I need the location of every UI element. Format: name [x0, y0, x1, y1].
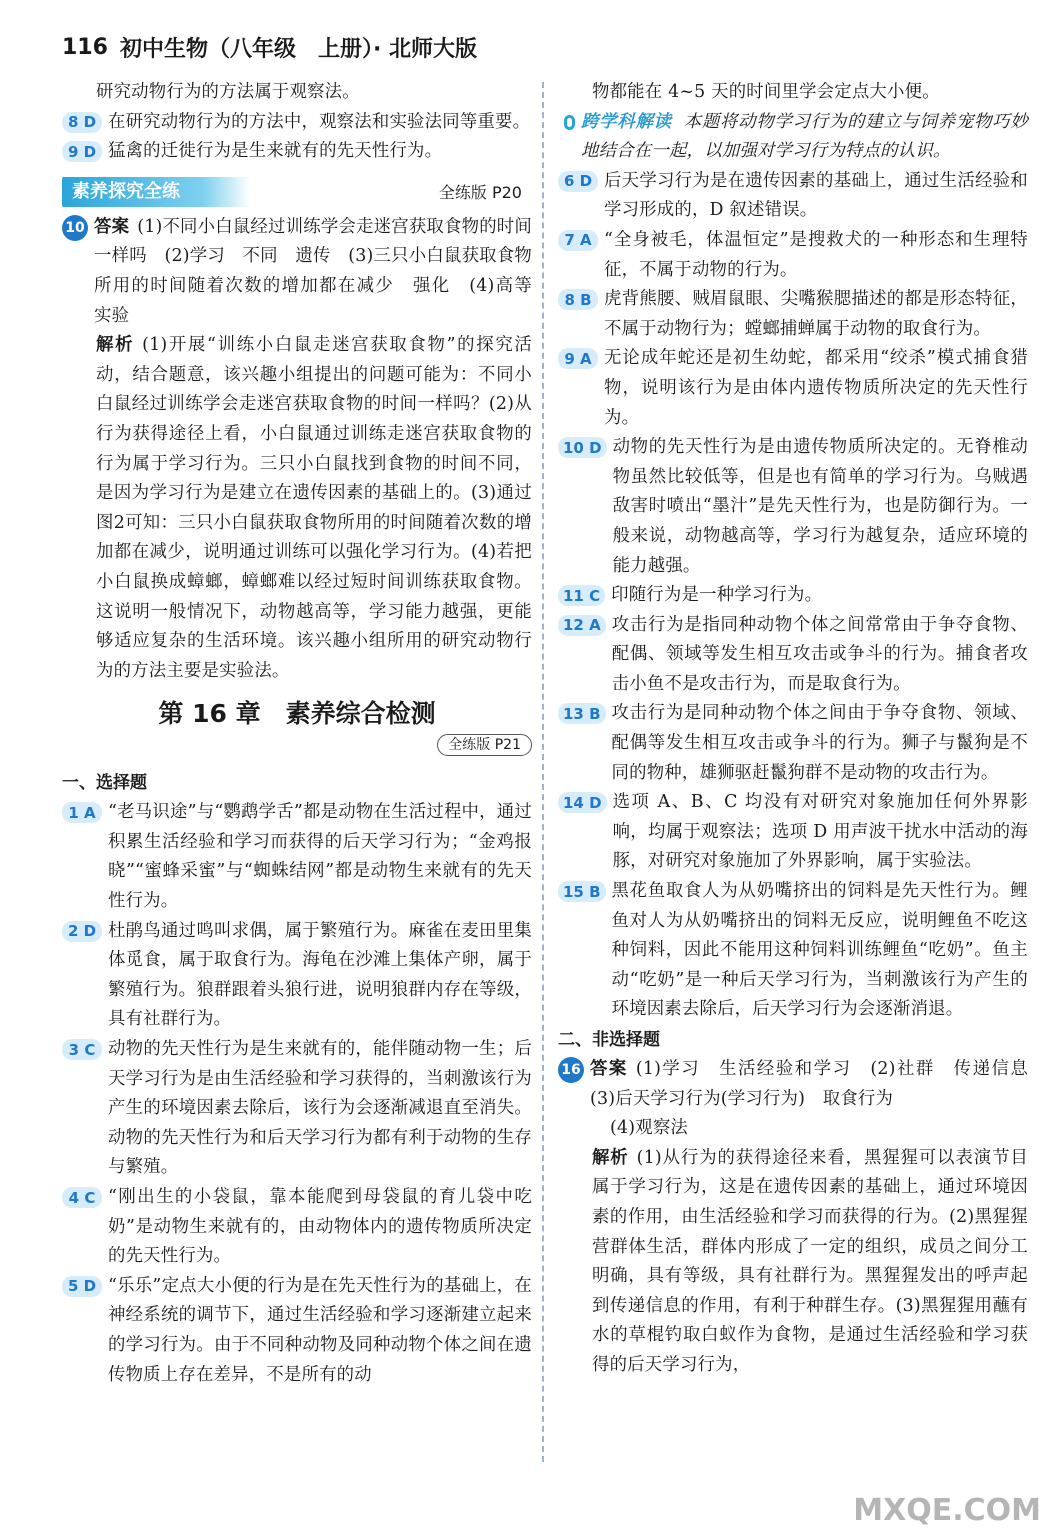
- circle-icon: [564, 115, 575, 130]
- answer-item: [62, 1272, 532, 1390]
- answer-text: 虎背熊腰、贼眉鼠眼、尖嘴猴腮描述的都是形态特征，不属于动物行为；螳螂捕蝉属于动物的取食行为。: [604, 289, 1028, 339]
- answer-item: [558, 611, 1028, 700]
- page-number: 116: [62, 34, 108, 60]
- answer-text: “刚出生的小袋鼠，靠本能爬到母袋鼠的育儿袋中吃奶”是动物生来就有的，由动物体内的遗传物质所决定的先天性行为。: [108, 1187, 532, 1267]
- chapter-title: 第 16 章 素养综合检测: [158, 699, 436, 729]
- continued-text: 物都能在 4~5 天的时间里学会定点大小便。: [592, 82, 940, 102]
- answer-item: [558, 581, 1028, 611]
- answer-item: [558, 877, 1028, 1025]
- answer-item: [558, 433, 1028, 581]
- answer-text: 后天学习行为是在遗传因素的基础上，通过生活经验和学习形成的，D 叙述错误。: [604, 170, 1028, 221]
- answer-item: [62, 137, 532, 167]
- analysis-text: [558, 1144, 1028, 1381]
- book-title: 初中生物（八年级 上册）· 北师大版: [119, 36, 477, 62]
- section-heading: 一、选择题: [62, 773, 147, 794]
- answer-text: “全身被毛，体温恒定”是搜救犬的一种形态和生理特征，不属于动物的行为。: [604, 229, 1028, 280]
- question-number-badge: 8 B: [558, 289, 598, 310]
- answer-label: 答案: [94, 216, 130, 237]
- answer-item: [62, 108, 532, 138]
- answer-text: 动物的先天性行为是生来就有的，能伴随动物一生；后天学习行为是由生活经验和学习获得的，当刺激该行为产生的环境因素去除后，该行为会逐渐减退直至消失。动物的先天性行为和后天学习行为都有利于动物的生存与繁殖。: [108, 1039, 532, 1178]
- question-number-badge: 2 D: [62, 921, 102, 942]
- answer-text: [590, 1055, 1046, 1114]
- answer-item: [62, 917, 532, 1035]
- question-number-badge: 11 C: [558, 585, 605, 606]
- right-column: [558, 78, 1046, 1381]
- answer-item: [62, 1035, 532, 1183]
- answer-text: 黑花鱼取食人为从奶嘴挤出的饲料是先天性行为。鲤鱼对人为从奶嘴挤出的饲料无反应，说明鲤鱼不吃这种饲料，因此不能用这种饲料训练鲤鱼“吃奶”。鱼主动“吃奶”是一种后天学习行为，当刺激该行为产生的环境因素去除后，后天学习行为会逐渐消退。: [611, 881, 1028, 1020]
- question-number-badge: 7 A: [558, 230, 598, 251]
- cross-note-label: 跨学科解读: [581, 111, 672, 132]
- answer-text: “乐乐”定点大小便的行为是在先天性行为的基础上，在神经系统的调节下，通过生活经验和学习逐渐建立起来的学习行为。由于不同种动物及同种动物个体之间在遗传物质上存在差异，不是所有的动: [108, 1275, 532, 1385]
- cross-discipline-note: [558, 108, 1028, 167]
- page-header: [62, 30, 477, 64]
- answer-item: [558, 1055, 1046, 1114]
- cross-note-text: [581, 108, 1028, 167]
- question-number-badge: 10: [62, 215, 88, 241]
- answer-text: 杜鹃鸟通过鸣叫求偶，属于繁殖行为。麻雀在麦田里集体觅食，属于取食行为。海龟在沙滩上集体产卵，属于繁殖行为。狼群跟着头狼行进，说明狼群内存在等级，具有社群行为。: [108, 920, 532, 1030]
- question-number-badge: 10 D: [558, 437, 607, 458]
- question-number-badge: 4 C: [62, 1187, 102, 1208]
- question-number-badge: 1 A: [62, 802, 102, 823]
- question-number-badge: 13 B: [558, 703, 606, 724]
- continued-text: 研究动物行为的方法属于观察法。: [96, 82, 360, 102]
- answer-text: 无论成年蛇还是初生幼蛇，都采用“绞杀”模式捕食猎物，说明该行为是由体内遗传物质所决定的先天性行为。: [604, 348, 1028, 428]
- question-number-badge: 12 A: [558, 615, 606, 636]
- question-number-badge: 6 D: [558, 171, 598, 192]
- analysis-content: (1)从行为的获得途径来看，黑猩猩可以表演节目属于学习行为，这是在遗传因素的基础上，通过环境因素的作用，由生活经验和学习而获得的行为。(2)黑猩猩营群体生活，群体内形成了一定的组织，成员之间分工明确，具有等级，具有社群行为。黑猩猩发出的呼声起到传递信息的作用，有利于种群生存。(3)黑猩猩用蘸有水的草棍钓取白蚁作为食物，是通过生活经验和学习获得的后天学习行为，: [592, 1147, 1028, 1375]
- answer-content: (1)不同小白鼠经过训练学会走迷宫获取食物的时间一样吗 (2)学习 不同 遗传 (3)三只小白鼠获取食物所用的时间随着次数的增加都在减少 强化 (4)高等 实验: [94, 216, 550, 326]
- answer-text: 印随行为是一种学习行为。: [611, 585, 823, 606]
- chapter-ref: 全练版 P21: [437, 734, 532, 756]
- watermark: MXQE.COM: [853, 1493, 1041, 1528]
- banner-ref: 全练版 P20: [438, 183, 522, 203]
- question-number-badge: 9 A: [558, 348, 598, 369]
- answer-text: 在研究动物行为的方法中，观察法和实验法同等重要。: [108, 111, 531, 132]
- analysis-content: (1)开展“训练小白鼠走迷宫获取食物”的探究活动，结合题意，该兴趣小组提出的问题可能为：不同小白鼠经过训练学会走迷宫获取食物的时间一样吗？(2)从行为获得途径上看，小白鼠通过训练走迷宫获取食物的行为属于学习行为。三只小白鼠找到食物的时间不同，是因为学习行为是建立在遗传因素的基础上的。(3)通过图2可知：三只小白鼠获取食物所用的时间随着次数的增加都在减少，说明通过训练可以强化学习行为。(4)若把小白鼠换成蟑螂，蟑螂难以经过短时间训练获取食物。这说明一般情况下，动物越高等，学习能力越强，更能够适应复杂的生活环境。该兴趣小组所用的研究动物行为的方法主要是实验法。: [96, 335, 532, 681]
- answer-item: [62, 798, 532, 916]
- answer-text: [94, 213, 550, 331]
- left-column: [62, 78, 550, 1390]
- answer-text: 攻击行为是指同种动物个体之间常常由于争夺食物、配偶、领域等发生相互攻击或争斗的行为。捕食者攻击小鱼不是攻击行为，而是取食行为。: [611, 614, 1028, 694]
- question-number-badge: 5 D: [62, 1276, 102, 1297]
- answer-text: “老马识途”与“鹦鹉学舌”都是动物在生活过程中，通过积累生活经验和学习而获得的后天学习行为；“金鸡报晓”“蜜蜂采蜜”与“蜘蛛结网”都是动物生来就有的先天性行为。: [108, 802, 532, 912]
- question-number-badge: 8 D: [62, 112, 102, 133]
- answer-text: 选项 A、B、C 均没有对研究对象施加任何外界影响，均属于观察法；选项 D 用声波干扰水中活动的海豚，对研究对象施加了外界影响，属于实验法。: [612, 792, 1028, 872]
- answer-content: (1)学习 生活经验和学习 (2)社群 传递信息 (3)后天学习行为(学习行为) 取食行为: [590, 1059, 1046, 1109]
- answer-item: [558, 699, 1028, 788]
- answer-item: [558, 788, 1028, 877]
- chapter-ref-row: [62, 734, 532, 756]
- banner-label: 素养探究全练: [62, 177, 250, 207]
- answer-item: [62, 213, 550, 331]
- section-heading: 二、非选择题: [558, 1030, 660, 1050]
- cross-note-content: 本题将动物学习行为的建立与饲养宠物巧妙地结合在一起，以加强对学习行为特点的认识。: [581, 111, 1028, 162]
- question-number-badge: 9 D: [62, 141, 102, 162]
- answer-item: [62, 1183, 532, 1272]
- analysis-text: [62, 331, 532, 686]
- question-number-badge: 15 B: [558, 881, 606, 902]
- answer-text: 猛禽的迁徙行为是生来就有的先天性行为。: [108, 141, 443, 162]
- answer-item: [558, 167, 1028, 226]
- answer-item: [558, 226, 1028, 285]
- answer-continued: (4)观察法: [610, 1118, 689, 1139]
- answer-label: 答案: [590, 1059, 628, 1079]
- answer-item: [558, 344, 1028, 433]
- question-number-badge: 3 C: [62, 1039, 102, 1060]
- analysis-label: 解析: [96, 335, 135, 356]
- analysis-label: 解析: [592, 1147, 629, 1168]
- answer-text: 攻击行为是同种动物个体之间由于争夺食物、领域、配偶等发生相互攻击或争斗的行为。狮子与鬣狗是不同的物种，雄狮驱赶鬣狗群不是动物的攻击行为。: [611, 703, 1028, 783]
- question-number-badge: 14 D: [558, 792, 607, 813]
- section-banner: [62, 175, 532, 209]
- question-number-badge: 16: [558, 1057, 584, 1083]
- answer-item: [558, 285, 1028, 344]
- answer-text: 动物的先天性行为是由遗传物质所决定的。无脊椎动物虽然比较低等，但是也有简单的学习行为。乌贼遇敌害时喷出“墨汁”是先天性行为，也是防御行为。一般来说，动物越高等，学习行为越复杂，适应环境的能力越强。: [612, 437, 1028, 576]
